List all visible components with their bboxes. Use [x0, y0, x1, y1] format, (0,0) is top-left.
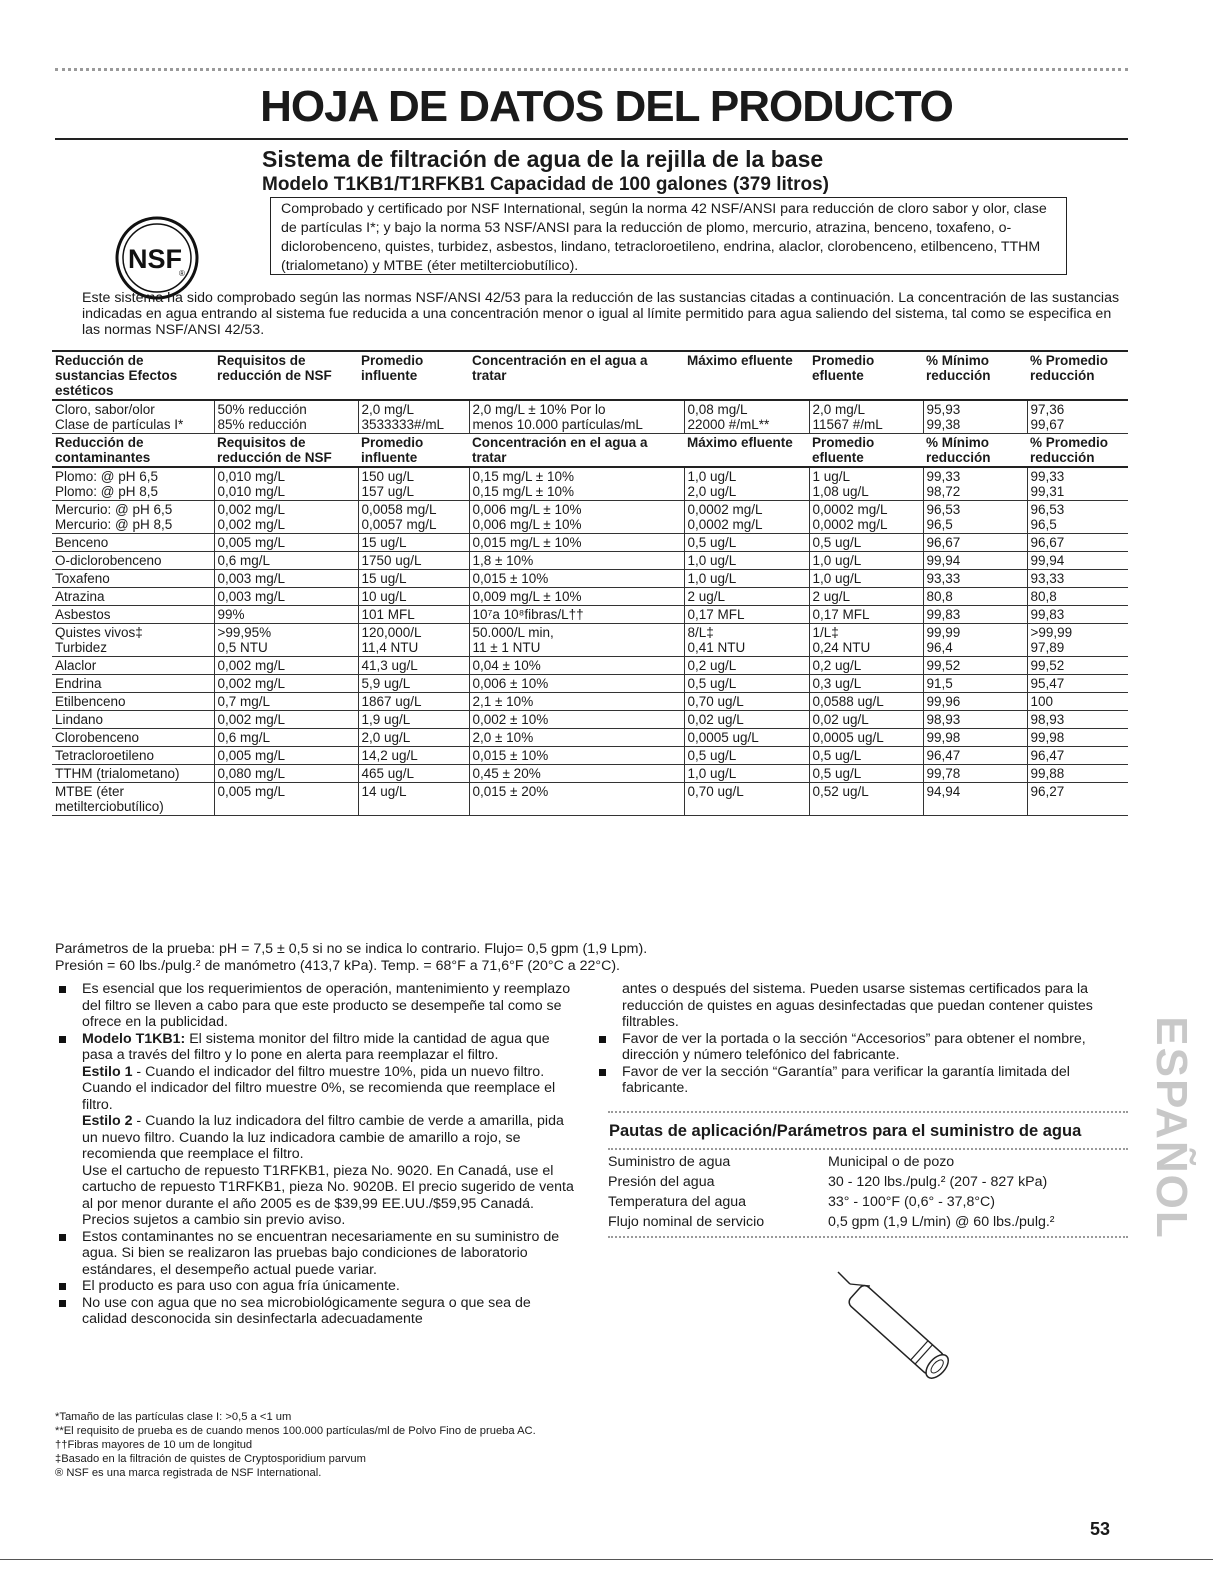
table-cell: 0,5 ug/L — [684, 675, 809, 693]
table-cell: 0,010 mg/L 0,010 mg/L — [214, 467, 358, 501]
footnote-particles: *Tamaño de las partículas clase I: >0,5 a <1 um — [55, 1411, 292, 1423]
table-header-aesthetic — [52, 351, 1128, 400]
table-cell: % Mínimo reducción — [923, 351, 1027, 400]
footnotes — [55, 1410, 536, 1480]
bullet-contaminants: Estos contaminantes no se encuentran necesariamente en su suministro de agua. Si bien se realizaron las pruebas bajo condiciones de laboratorio estándares, el desempeño actual puede variar. — [55, 1229, 575, 1279]
certification-box: Comprobado y certificado por NSF International, según la norma 42 NSF/ANSI para reducción de cloro sabor y olor, clase de partículas I*; y bajo la norma 53 NSF/ANSI para la reducción de plomo, mercurio, atrazina, benceno, toxafeno, o-diclorobenceno, quistes, turbidez, asbestos, lindano, tetracloroetileno, endrina, alaclor, clorobenceno, etilbenceno, TTHM (trialometano) y MTBE (éter metilterciobutílico). — [270, 197, 1067, 275]
table-cell: 93,33 — [923, 570, 1027, 588]
page-number: 53 — [1090, 1519, 1111, 1539]
table-cell: 0,0588 ug/L — [809, 693, 923, 711]
app-top-dotted-rule — [608, 1111, 1128, 1113]
table-row — [52, 501, 1128, 534]
table-cell: 96,67 — [923, 534, 1027, 552]
table-cell: 0,6 mg/L — [214, 552, 358, 570]
table-cell: Promedio efluente — [809, 351, 923, 400]
table-row — [52, 624, 1128, 657]
table-cell: 99,98 — [1027, 729, 1128, 747]
table-cell: 0,005 mg/L — [214, 534, 358, 552]
table-cell: 1 ug/L 1,08 ug/L — [809, 467, 923, 501]
table-cell: 0,003 mg/L — [214, 570, 358, 588]
table-cell: Etilbenceno — [52, 693, 214, 711]
table-cell: O-diclorobenceno — [52, 552, 214, 570]
table-row — [52, 729, 1128, 747]
table-cell: 95,93 99,38 — [923, 400, 1027, 434]
app-param-label: Flujo nominal de servicio — [608, 1214, 765, 1230]
table-cell: 2,0 mg/L ± 10% Por lo menos 10.000 partículas/mL — [469, 400, 684, 434]
app-row — [608, 1212, 1128, 1232]
table-row — [52, 588, 1128, 606]
table-cell: 15 ug/L — [358, 570, 469, 588]
table-cell: MTBE (éter metilterciobutílico) — [52, 783, 214, 816]
table-cell: 0,5 ug/L — [809, 747, 923, 765]
table-cell: 15 ug/L — [358, 534, 469, 552]
table-cell: 0,2 ug/L — [684, 657, 809, 675]
test-params-line-2: Presión = 60 lbs./pulg.² de manómetro (413,7 kPa). Temp. = 68°F a 71,6°F (20°C a 22°C). — [55, 958, 620, 974]
table-cell: 91,5 — [923, 675, 1027, 693]
table-cell: >99,99 97,89 — [1027, 624, 1128, 657]
app-row — [608, 1152, 1128, 1172]
table-cell: 0,17 MFL — [809, 606, 923, 624]
table-cell: Plomo: @ pH 6,5 Plomo: @ pH 8,5 — [52, 467, 214, 501]
table-cell: 0,002 mg/L — [214, 675, 358, 693]
table-cell: Atrazina — [52, 588, 214, 606]
performance-data-table — [52, 350, 1128, 816]
table-cell: 96,53 96,5 — [1027, 501, 1128, 534]
table-cell: 465 ug/L — [358, 765, 469, 783]
table-row — [52, 711, 1128, 729]
table-cell: 1,0 ug/L 2,0 ug/L — [684, 467, 809, 501]
footnote-test-requirement: **El requisito de prueba es de cuando menos 100.000 partículas/ml de Polvo Fino de prueba AC. — [55, 1425, 536, 1437]
table-cell: Clorobenceno — [52, 729, 214, 747]
footnote-cysts: ‡Basado en la filtración de quistes de Cryptosporidium parvum — [55, 1453, 366, 1465]
table-cell: 50.000/L min, 11 ± 1 NTU — [469, 624, 684, 657]
table-row — [52, 552, 1128, 570]
note-estilo-2: Estilo 2 - Cuando la luz indicadora del filtro cambie de verde a amarilla, pida un nuevo filtro. Cuando la luz indicadora cambie de amarillo a rojo, se recomienda que reemplace el filtro. — [82, 1113, 564, 1162]
table-cell: 14,2 ug/L — [358, 747, 469, 765]
table-cell: 96,67 — [1027, 534, 1128, 552]
table-cell: % Promedio reducción — [1027, 434, 1128, 468]
table-cell: 0,005 mg/L — [214, 747, 358, 765]
table-cell: 1,0 ug/L — [684, 552, 809, 570]
table-cell: 2,1 ± 10% — [469, 693, 684, 711]
table-cell: 0,08 mg/L 22000 #/mL** — [684, 400, 809, 434]
table-cell: 94,94 — [923, 783, 1027, 816]
bullet-model: Modelo T1KB1: El sistema monitor del filtro mide la cantidad de agua que pasa a través del filtro y lo pone en alerta para reemplazar el filtro. — [55, 1031, 575, 1064]
table-cell: 1867 ug/L — [358, 693, 469, 711]
table-cell: 96,47 — [1027, 747, 1128, 765]
table-cell: Promedio influente — [358, 434, 469, 468]
app-row — [608, 1172, 1128, 1192]
note-cyst-continued: antes o después del sistema. Pueden usarse sistemas certificados para la reducción de quistes en aguas desinfectadas que puedan contener quistes filtrables. — [622, 981, 1093, 1030]
app-mid-dotted-rule — [608, 1148, 1128, 1150]
table-cell: 0,015 ± 20% — [469, 783, 684, 816]
table-cell: 99,83 — [923, 606, 1027, 624]
table-cell: 99% — [214, 606, 358, 624]
svg-text:®: ® — [179, 269, 185, 278]
app-param-label: Presión del agua — [608, 1174, 715, 1190]
table-cell: 96,27 — [1027, 783, 1128, 816]
app-bottom-dotted-rule — [608, 1236, 1128, 1238]
filter-cartridge-icon — [830, 1268, 970, 1398]
table-cell: 0,003 mg/L — [214, 588, 358, 606]
table-cell: 1,8 ± 10% — [469, 552, 684, 570]
table-cell: 0,52 ug/L — [809, 783, 923, 816]
table-cell: 101 MFL — [358, 606, 469, 624]
table-cell: 100 — [1027, 693, 1128, 711]
table-cell: 2,0 mg/L 11567 #/mL — [809, 400, 923, 434]
table-cell: 2,0 ± 10% — [469, 729, 684, 747]
table-cell: 0,006 mg/L ± 10% 0,006 mg/L ± 10% — [469, 501, 684, 534]
product-subtitle: Sistema de filtración de agua de la rejilla de la base — [262, 146, 824, 172]
table-cell: Máximo efluente — [684, 351, 809, 400]
table-row — [52, 693, 1128, 711]
table-cell: 1/L‡ 0,24 NTU — [809, 624, 923, 657]
top-dotted-rule — [55, 68, 1128, 71]
table-cell: 99,78 — [923, 765, 1027, 783]
test-parameters — [55, 941, 647, 975]
table-row — [52, 783, 1128, 816]
bullet-operation: Es esencial que los requerimientos de operación, mantenimiento y reemplazo del filtro se lleven a cabo para que este producto se desempeñe tal como se ofrece en la publicidad. — [55, 981, 575, 1031]
table-cell: 0,02 ug/L — [809, 711, 923, 729]
table-cell: >99,95% 0,5 NTU — [214, 624, 358, 657]
language-side-label: ESPAÑOL — [1147, 1016, 1196, 1240]
table-cell: Alaclor — [52, 657, 214, 675]
table-row — [52, 765, 1128, 783]
app-param-label: Suministro de agua — [608, 1154, 731, 1170]
table-cell: 0,5 ug/L — [684, 747, 809, 765]
table-cell: Tetracloroetileno — [52, 747, 214, 765]
table-row — [52, 467, 1128, 501]
table-cell: 1,9 ug/L — [358, 711, 469, 729]
table-cell: 1,0 ug/L — [809, 552, 923, 570]
table-header-contaminants — [52, 434, 1128, 468]
title-rule — [55, 138, 1128, 140]
table-cell: % Promedio reducción — [1027, 351, 1128, 400]
table-cell: 0,0058 mg/L 0,0057 mg/L — [358, 501, 469, 534]
table-cell: 95,47 — [1027, 675, 1128, 693]
table-cell: 0,002 mg/L 0,002 mg/L — [214, 501, 358, 534]
table-cell: 80,8 — [923, 588, 1027, 606]
table-cell: 50% reducción 85% reducción — [214, 400, 358, 434]
table-cell: 0,0002 mg/L 0,0002 mg/L — [809, 501, 923, 534]
intro-paragraph: Este sistema ha sido comprobado según las normas NSF/ANSI 42/53 para la reducción de las sustancias citadas a continuación. La concentración de las sustancias indicadas en agua entrando al sistema fue reducida a una concentración menor o igual al límite permitido para agua saliendo del sistema, tal como se especifica en las normas NSF/ANSI 42/53. — [82, 290, 1120, 338]
table-cell: 0,2 ug/L — [809, 657, 923, 675]
table-cell: 0,15 mg/L ± 10% 0,15 mg/L ± 10% — [469, 467, 684, 501]
table-cell: 0,0005 ug/L — [809, 729, 923, 747]
table-cell: 1,0 ug/L — [809, 570, 923, 588]
bullet-unsafe-water: No use con agua que no sea microbiológicamente segura o que sea de calidad desconocida sin desinfectarla adecuadamente — [55, 1295, 575, 1328]
table-cell: 80,8 — [1027, 588, 1128, 606]
footnote-trademark: ® NSF es una marca registrada de NSF International. — [55, 1467, 322, 1479]
app-param-value: 0,5 gpm (1,9 L/min) @ 60 lbs./pulg.² — [828, 1214, 1055, 1230]
table-cell: 97,36 99,67 — [1027, 400, 1128, 434]
table-cell: 0,7 mg/L — [214, 693, 358, 711]
nsf-logo-icon — [113, 214, 201, 302]
table-cell: 99,52 — [923, 657, 1027, 675]
table-cell: 99,99 96,4 — [923, 624, 1027, 657]
bullet-warranty: Favor de ver la sección “Garantía” para verificar la garantía limitada del fabricante. — [595, 1064, 1130, 1097]
table-cell: 0,02 ug/L — [684, 711, 809, 729]
table-cell: 0,002 ± 10% — [469, 711, 684, 729]
bullet-accessories: Favor de ver la portada o la sección “Accesorios” para obtener el nombre, dirección y número telefónico del fabricante. — [595, 1031, 1130, 1064]
table-cell: Máximo efluente — [684, 434, 809, 468]
table-cell: Endrina — [52, 675, 214, 693]
app-param-label: Temperatura del agua — [608, 1194, 747, 1210]
table-cell: 93,33 — [1027, 570, 1128, 588]
table-cell: 99,94 — [923, 552, 1027, 570]
table-cell: 0,5 ug/L — [809, 765, 923, 783]
table-cell: Asbestos — [52, 606, 214, 624]
table-cell: 2,0 ug/L — [358, 729, 469, 747]
app-row — [608, 1192, 1128, 1212]
table-cell: 99,83 — [1027, 606, 1128, 624]
table-cell: 0,0002 mg/L 0,0002 mg/L — [684, 501, 809, 534]
test-params-line-1: Parámetros de la prueba: pH = 7,5 ± 0,5 si no se indica lo contrario. Flujo= 0,5 gpm (1,9 Lpm). — [55, 941, 648, 957]
table-cell: Lindano — [52, 711, 214, 729]
table-cell: 0,009 mg/L ± 10% — [469, 588, 684, 606]
table-cell: Cloro, sabor/olor Clase de partículas I* — [52, 400, 214, 434]
table-cell: TTHM (trialometano) — [52, 765, 214, 783]
table-cell: 96,53 96,5 — [923, 501, 1027, 534]
table-cell: 99,33 99,31 — [1027, 467, 1128, 501]
table-cell: 99,33 98,72 — [923, 467, 1027, 501]
table-cell: Toxafeno — [52, 570, 214, 588]
footnote-fibers: ††Fibras mayores de 10 um de longitud — [55, 1439, 253, 1451]
table-cell: 2 ug/L — [684, 588, 809, 606]
table-row — [52, 657, 1128, 675]
table-cell: 0,5 ug/L — [684, 534, 809, 552]
table-cell: Promedio efluente — [809, 434, 923, 468]
table-cell: 0,080 mg/L — [214, 765, 358, 783]
table-cell: 0,002 mg/L — [214, 657, 358, 675]
table-cell: 0,002 mg/L — [214, 711, 358, 729]
table-cell: 0,015 ± 10% — [469, 570, 684, 588]
table-cell: Promedio influente — [358, 351, 469, 400]
table-cell: 0,005 mg/L — [214, 783, 358, 816]
table-cell: Reducción de contaminantes — [52, 434, 214, 468]
table-cell: 99,96 — [923, 693, 1027, 711]
right-notes-column — [595, 981, 1130, 1097]
note-estilo-1: Estilo 1 - Cuando el indicador del filtro muestre 10%, pida un nuevo filtro. Cuando el indicador del filtro muestre 0%, se recomienda que reemplace el filtro. — [82, 1063, 556, 1113]
table-cell: 14 ug/L — [358, 783, 469, 816]
table-cell: 0,70 ug/L — [684, 783, 809, 816]
left-notes-column — [55, 981, 575, 1328]
table-cell: Benceno — [52, 534, 214, 552]
table-cell: 99,98 — [923, 729, 1027, 747]
table-cell: 0,70 ug/L — [684, 693, 809, 711]
table-cell: 1750 ug/L — [358, 552, 469, 570]
table-cell: 0,17 MFL — [684, 606, 809, 624]
table-row — [52, 534, 1128, 552]
table-cell: 2,0 mg/L 3533333#/mL — [358, 400, 469, 434]
table-cell: 150 ug/L 157 ug/L — [358, 467, 469, 501]
application-guidelines-table — [608, 1152, 1128, 1232]
table-cell: 98,93 — [1027, 711, 1128, 729]
bottom-rule — [0, 1559, 1213, 1560]
table-cell: 98,93 — [923, 711, 1027, 729]
table-cell: 0,6 mg/L — [214, 729, 358, 747]
table-cell: 0,3 ug/L — [809, 675, 923, 693]
table-cell: 1,0 ug/L — [684, 765, 809, 783]
app-param-value: 33° - 100°F (0,6° - 37,8°C) — [828, 1194, 996, 1210]
table-cell: Requisitos de reducción de NSF — [214, 351, 358, 400]
page-title: HOJA DE DATOS DEL PRODUCTO — [260, 82, 953, 131]
table-cell: 99,52 — [1027, 657, 1128, 675]
table-cell: Quistes vivos‡ Turbidez — [52, 624, 214, 657]
bullet-cold-water: El producto es para uso con agua fría únicamente. — [55, 1278, 575, 1295]
table-row — [52, 747, 1128, 765]
table-row — [52, 400, 1128, 434]
table-cell: Reducción de sustancias Efectos estéticos — [52, 351, 214, 400]
app-param-value: Municipal o de pozo — [828, 1154, 955, 1170]
table-cell: 0,5 ug/L — [809, 534, 923, 552]
table-cell: Requisitos de reducción de NSF — [214, 434, 358, 468]
table-cell: Mercurio: @ pH 6,5 Mercurio: @ pH 8,5 — [52, 501, 214, 534]
table-cell: 10 ug/L — [358, 588, 469, 606]
table-cell: 99,94 — [1027, 552, 1128, 570]
table-cell: 2 ug/L — [809, 588, 923, 606]
table-cell: % Mínimo reducción — [923, 434, 1027, 468]
table-cell: 5,9 ug/L — [358, 675, 469, 693]
table-cell: 1,0 ug/L — [684, 570, 809, 588]
table-cell: 0,45 ± 20% — [469, 765, 684, 783]
table-row — [52, 606, 1128, 624]
table-cell: 8/L‡ 0,41 NTU — [684, 624, 809, 657]
table-cell: 120,000/L 11,4 NTU — [358, 624, 469, 657]
model-line: Modelo T1KB1/T1RFKB1 Capacidad de 100 galones (379 litros) — [262, 174, 829, 195]
note-cartridge: Use el cartucho de repuesto T1RFKB1, pieza No. 9020. En Canadá, use el cartucho de repuesto T1RFKB1, pieza No. 9020B. El precio sugerido de venta al por menor durante el año 2005 es de $39,99 EE.UU./$59,95 Canadá. Precios sujetos a cambio sin previo aviso. — [82, 1162, 574, 1228]
table-cell: 96,47 — [923, 747, 1027, 765]
table-cell: 0,0005 ug/L — [684, 729, 809, 747]
table-row — [52, 570, 1128, 588]
table-cell: Concentración en el agua a tratar — [469, 434, 684, 468]
nsf-logo-text: NSF — [128, 244, 182, 274]
table-cell: 0,006 ± 10% — [469, 675, 684, 693]
table-cell: 0,015 ± 10% — [469, 747, 684, 765]
application-guidelines-title: Pautas de aplicación/Parámetros para el suministro de agua — [609, 1122, 1082, 1140]
app-param-value: 30 - 120 lbs./pulg.² (207 - 827 kPa) — [828, 1174, 1048, 1190]
table-cell: 41,3 ug/L — [358, 657, 469, 675]
table-cell: 0,015 mg/L ± 10% — [469, 534, 684, 552]
table-cell: Concentración en el agua a tratar — [469, 351, 684, 400]
table-row — [52, 675, 1128, 693]
table-cell: 99,88 — [1027, 765, 1128, 783]
table-cell: 0,04 ± 10% — [469, 657, 684, 675]
table-cell: 10⁷a 10⁸fibras/L†† — [469, 606, 684, 624]
